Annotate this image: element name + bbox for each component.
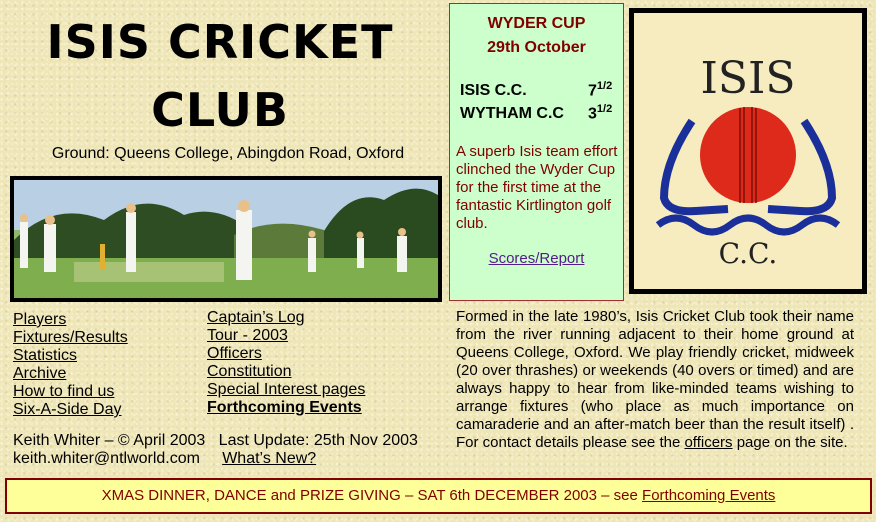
- nav-six-a-side-day[interactable]: Six-A-Side Day: [13, 401, 122, 418]
- cup-story: A superb Isis team effort clinched the Wyder Cup for the first time at the fantastic Kirtlington golf club.: [456, 143, 618, 232]
- nav-archive[interactable]: Archive: [13, 365, 67, 382]
- club-title: [0, 8, 440, 144]
- cup-date: 29th October: [487, 39, 586, 56]
- logo-bottom-text: C.C.: [718, 237, 778, 270]
- credit-block: [13, 432, 418, 468]
- last-update: Last Update: 25th Nov 2003: [218, 432, 418, 449]
- author-credit: Keith Whiter – © April 2003: [13, 432, 206, 449]
- wyder-cup-panel: [449, 3, 624, 301]
- team1-name: ISIS C.C.: [460, 82, 527, 99]
- cricket-photo: [10, 176, 442, 302]
- club-logo: [629, 8, 867, 294]
- nav-fixtures-results[interactable]: Fixtures/Results: [13, 329, 128, 346]
- scores-report-link[interactable]: Scores/Report: [488, 250, 585, 267]
- club-title-line1: ISIS CRICKET: [46, 15, 394, 69]
- nav-special-interest[interactable]: Special Interest pages: [207, 381, 366, 398]
- nav-constitution[interactable]: Constitution: [207, 363, 292, 380]
- xmas-dinner-banner: XMAS DINNER, DANCE and PRIZE GIVING – SAT 6th DECEMBER 2003 – see Forthcoming Events: [5, 478, 872, 514]
- team2-name: WYTHAM C.C: [460, 105, 564, 122]
- nav-left: [13, 311, 128, 419]
- cup-title: WYDER CUP: [487, 15, 586, 32]
- whats-new-link[interactable]: What’s New?: [222, 450, 317, 467]
- nav-captains-log[interactable]: Captain’s Log: [207, 309, 305, 326]
- club-title-line2: CLUB: [151, 83, 289, 137]
- club-description: Formed in the late 1980’s, Isis Cricket Club took their name from the river running adjacent to their home ground at Queens College, Oxford. We play friendly cricket, midweek (20 over thrashes) or weekends (40 overs or timed) and are always happy to hear from like-minded teams wishing to arrange fixtures (who place as much importance on camaraderie and an after-match beer than the result itself) . For contact details please see the officers page on the site.: [456, 308, 854, 451]
- nav-right: [207, 309, 365, 417]
- team1-score: $7^{1/2}$: [588, 80, 613, 100]
- nav-officers[interactable]: Officers: [207, 345, 262, 362]
- officers-link[interactable]: officers: [684, 434, 733, 451]
- ground-address: Ground: Queens College, Abingdon Road, Oxford: [51, 145, 405, 162]
- nav-forthcoming-events[interactable]: Forthcoming Events: [207, 399, 362, 416]
- banner-forthcoming-events-link[interactable]: Forthcoming Events: [642, 487, 776, 504]
- nav-players[interactable]: Players: [13, 311, 67, 328]
- author-email: keith.whiter@ntlworld.com: [13, 450, 200, 467]
- nav-tour-2003[interactable]: Tour - 2003: [207, 327, 288, 344]
- team2-score: $3^{1/2}$: [588, 103, 613, 123]
- nav-statistics[interactable]: Statistics: [13, 347, 78, 364]
- nav-how-to-find-us[interactable]: How to find us: [13, 383, 115, 400]
- logo-top-text: ISIS: [700, 53, 796, 104]
